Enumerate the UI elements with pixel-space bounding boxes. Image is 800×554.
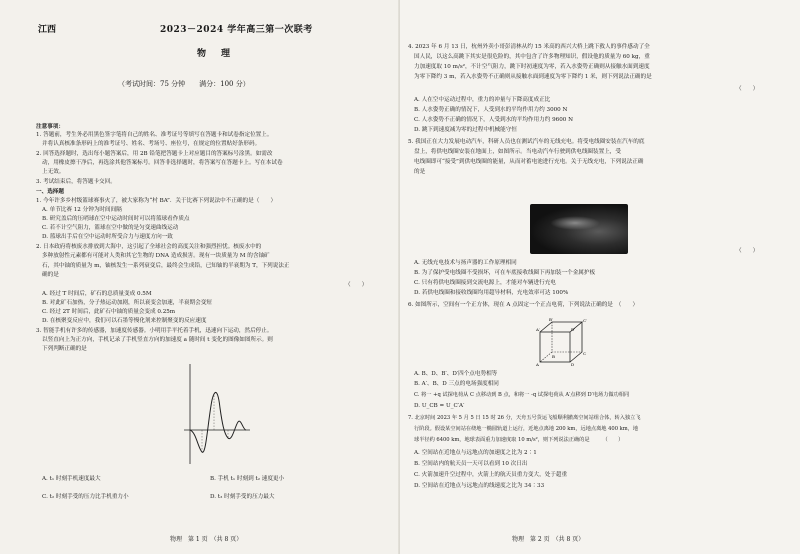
region-label: 江西 (38, 25, 57, 35)
vertex-label: D′ (571, 327, 576, 332)
q2-stem-line: 石，其中铀的质量为 m，铀核发生一系列衰变后，最终会生成铅，已知铀的半衰期为 T，下列说法正 (42, 263, 290, 269)
q4-stem-line: 力加速度取 10 m/s²，不计空气阻力，跳下时初速度为零，若入水姿势正确则从接触水面到速度 (414, 64, 650, 70)
q3-option-a: A. t₁ 时刻手机速度最大 (42, 476, 101, 482)
subject-title: 物 理 (197, 49, 234, 59)
vertex-label: B (552, 354, 555, 359)
q5-stem-line: 盘上，将供电线圈安装在地面上，如图所示。当电动汽车行驶到供电线圈装置上，受 (414, 149, 621, 155)
q7-stem-line: 球半径约 6400 km，地球表面重力加速度取 10 m/s²，则下列说法正确的是 （ ） (414, 437, 624, 443)
q1-option-c: C. 若不计空气阻力，篮球在空中做的是匀变速曲线运动 (42, 225, 179, 231)
cube-diagram (536, 318, 586, 366)
q2-option-d: D. 在核聚变反应中，我们可以石墨等慢化剂来控制聚变的反应速度 (42, 318, 207, 324)
note-line: 2. 回答选择题时，选出每小题答案后，用 2B 铅笔把答题卡上对应题目的答案标号涂黑。如需改 (36, 151, 273, 157)
q4-option-d: D. 跳下到速度减为零的过程中机械能守恒 (414, 127, 517, 133)
q7-option-a: A. 空间站在近地点与远地点的加速度之比为 2∶1 (414, 450, 537, 456)
q6-stem: 6. 如图所示，空间有一个正方体，现在 A 点固定一个正点电荷，下列说法正确的是 （ ） (408, 302, 639, 308)
q6-option-b: B. A′、B、D 三点的电场强度相同 (414, 381, 499, 387)
page-2 (400, 0, 800, 554)
q4-option-c: C. 人水姿势不正确的情况下，人受到水的平均作用力约 9600 N (414, 117, 573, 123)
q1-option-b: B. 研究盖后的压哨球在空中运动时间时可以将篮球看作质点 (42, 216, 190, 222)
q3-stem-line: 下列判断正确的是 (42, 346, 87, 352)
page-footer: 物理 第 2 页 （共 8 页） (512, 536, 585, 543)
q5-stem-line: 电线圈即可“接受”到供电线圈的能量，从而对蓄电池进行充电。关于无线充电，下列说法正确 (414, 159, 644, 165)
q3-option-c: C. t₂ 时刻手受的压力比手机重力小 (42, 494, 129, 500)
q4-stem-line: 为零下降约 3 m，若入水姿势不正确则从接触水面到速度为零下降约 1 米，则下列说法正确的是 (414, 74, 652, 80)
note-line: 3. 考试结束后，将答题卡交回。 (36, 179, 116, 185)
q6-option-a: A. B、D、B′、D′四个点电势相等 (414, 371, 498, 377)
q7-option-b: B. 空间站内的航天员一天可以看到 10 次日出 (414, 461, 528, 467)
q6-option-d: D. U_CB = U_C′A′ (414, 403, 465, 409)
q2-option-b: B. 对此矿石加热，分子热运动加剧，所以衰变会加速，半衰期会变短 (42, 300, 212, 306)
q3-option-d: D. t₃ 时刻手受的压力最大 (210, 494, 275, 500)
q4-option-b: B. 人水姿势正确的情况下，人受到水的平均作用力约 3000 N (414, 107, 568, 113)
q5-option-c: C. 只有将供电线圈接到交流电源上，才能对车辆进行充电 (414, 280, 556, 286)
q5-option-b: B. 为了保护受电线圈不受损坏，可在车底接收线圈下再加装一个金属护板 (414, 270, 596, 276)
q2-stem-line: 多种放射性元素都有可能对人类和其它生物的 DNA 造成损害。现有一块质量为 M 的含铀矿 (42, 253, 270, 259)
q6-option-c: C. 将一 +q 试探电荷从 C 点移动到 B 点，和将一 -q 试探电荷从 A′点移到 D′电场力做功相同 (414, 392, 630, 398)
cube-hidden-edges (552, 322, 582, 352)
exam-title: 2023－2024 学年高三第一次联考 (160, 25, 313, 35)
q5-answer-paren: （ ） (736, 248, 759, 254)
q1-option-a: A. 单节比赛 12 分钟为时间间隔 (42, 207, 122, 213)
note-line: 并将认真核准条形码上的准考证号、姓名、考场号、座位号，在规定的位置贴好条形码。 (42, 141, 261, 147)
section-heading: 一、选择题 (36, 189, 64, 195)
q3-stem-line: 以竖直向上为正方向，手机记录了手机竖直方向的加速度 a 随时间 t 变化的图像如图所示。则 (42, 337, 273, 343)
vertex-label: C′ (583, 318, 587, 323)
q4-answer-paren: （ ） (736, 86, 759, 92)
car-photo-highlight (550, 216, 600, 230)
vertex-label: A′ (536, 327, 540, 332)
acceleration-curve (190, 392, 246, 452)
notes-heading: 注意事项： (36, 124, 64, 130)
cube-hidden-edge (540, 352, 552, 362)
exam-info: （考试时间：75 分钟 满分：100 分） (118, 80, 250, 88)
q2-option-a: A. 经过 T 时间后，矿石的总质量变成 0.5M (42, 291, 152, 297)
q5-stem-line: 5. 我国正在大力发展电动汽车，科研人员也在测试汽车的无线充电。将受电线圈安装在汽车的底 (408, 139, 645, 145)
q1-stem: 1. 今年许多乡村级篮球赛事火了，被大家称为“村 BA”．关于比赛下列说法中不正确的是（ ） (36, 198, 277, 204)
note-line: 1. 答题前，考生务必用黑色签字笔将自己的姓名、准考证号等填写在答题卡和试卷指定位置上。 (36, 132, 273, 138)
vertex-label: D (571, 362, 575, 367)
vertex-label: B′ (549, 317, 553, 322)
q4-option-a: A. 人在空中运动过程中，重力的冲量与下降高度成正比 (414, 97, 551, 103)
q5-option-d: D. 若供电线圈和接收线圈均用超导材料，充电效率可达 100% (414, 290, 569, 296)
cube-front-face (540, 332, 570, 362)
q4-stem-line: 4. 2023 年 6 月 13 日，杭州外卖小哥彭清林从约 15 米高的西兴大桥上跳下救人的事件感动了全 (408, 44, 650, 50)
q7-option-c: C. 火箭加速升空过程中，火箭上的航天员重力变大，处于超重 (414, 472, 568, 478)
q2-stem-line: 2. 日本政府将核废水排放到大海中，这引起了全球社会的高度关注和强烈担忧。核废水中的 (36, 244, 262, 250)
page-footer: 物理 第 1 页 （共 8 页） (170, 536, 243, 543)
q1-option-d: D. 篮球出手后在空中运动时所受合力与速度方向一致 (42, 234, 173, 240)
note-line: 上无效。 (42, 169, 65, 175)
q3-option-b: B. 手机 t₁ 时刻到 t₂ 速度更小 (210, 476, 285, 482)
q5-stem-line: 的是 (414, 169, 426, 175)
q7-stem-line: 行阶段。假设某空间站在绕地一椭圆轨道上运行，近地点离地 200 km，远地点离地 400 km，地 (414, 426, 639, 432)
q7-stem-line: 7. 北京时间 2023 年 5 月 5 日 15 时 26 分，天舟五号货运飞船顺利撤离空间站组合体，转入独立飞 (408, 415, 641, 421)
note-line: 动，用橡皮擦干净后，再选涂其他答案标号。回答非选择题时，将答案写在答题卡上。写在本试卷 (42, 160, 283, 166)
cube-top-edges (540, 322, 582, 332)
q7-option-d: D. 空间站在近地点与远地点的线速度之比为 34∶33 (414, 483, 545, 489)
q4-stem-line: 国人民，以这么高跳下其实是很危险的，其中包含了许多物理知识，假设他的质量为 60 kg，重 (414, 54, 650, 60)
q2-option-c: C. 经过 2T 时间后，此矿石中铀的质量会变成 0.25m (42, 309, 176, 315)
vertex-label: A (536, 362, 539, 367)
vertex-label: C (583, 351, 587, 356)
q2-stem-line: 确的是 (42, 272, 59, 278)
q5-option-a: A. 无线充电技术与扬声器的工作原理相同 (414, 260, 517, 266)
q2-answer-paren: （ ） (345, 282, 368, 288)
q3-stem-line: 3. 智能手机有许多的传感器，加速度传感器。小明用手平托着手机，迅速向下运动，然后停止。 (36, 328, 273, 334)
acceleration-time-graph (180, 360, 252, 470)
